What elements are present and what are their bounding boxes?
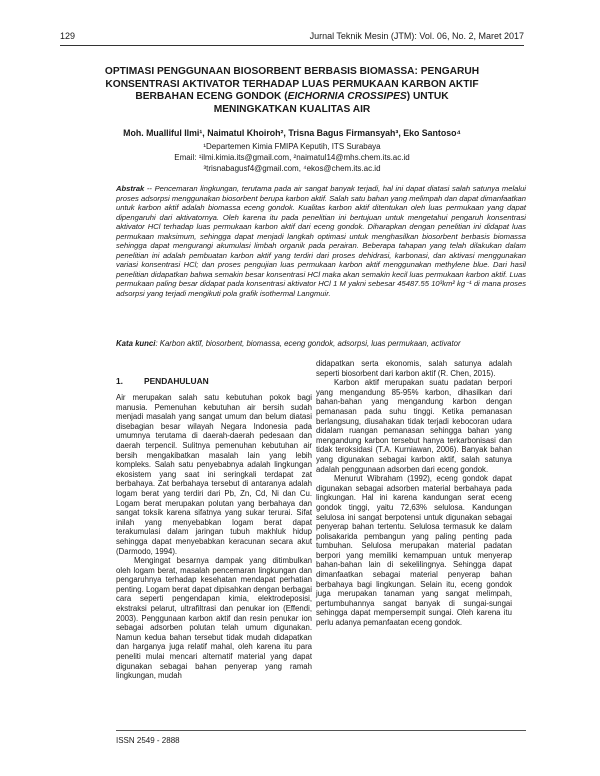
body-column-right xyxy=(316,359,512,628)
title-line: OPTIMASI PENGGUNAAN BIOSORBENT BERBASIS BIOMASSA: PENGARUH xyxy=(104,66,480,77)
header-divider xyxy=(60,45,524,46)
body-paragraph: Menurut Wibraham (1992), eceng gondok dapat digunakan sebagai adsorben material berbahaya pada lingkungan. Hal ini karena kandungan serat eceng gondok tinggi, yaitu 72,63% selulosa. Kandungan selulosa ini sangat berpotensi untuk digunakan sebagai penyerap bahan tertentu. Selulosa termasuk ke dalam polisakarida pembangun yang paling penting pada tumbuhan. Selulosa merupakan material padatan berpori yang memiliki kemampuan untuk menyerap bahan-bahan lain di sekelilingnya. Sehingga dapat dimanfaatkan sebagai material penyerap bahan berbahaya bagi lingkungan. Selain itu, eceng gondok juga merupakan tanaman yang sangat melimpah, pertumbuhannya sangat banyak di sungai-sungai sehingga dapat mempersempit sungai. Oleh karena itu perlu adanya pemanfaatan eceng gondok. xyxy=(316,474,512,628)
title-text: BERBAHAN ECENG GONDOK ( xyxy=(135,91,288,103)
species-name: EICHORNIA CROSSIPES xyxy=(287,91,407,103)
abstract-text: -- Pencemaran lingkungan, terutama pada air sangat banyak terjadi, hal ini dapat diatasi salah satunya melalui proses adsorpsi menggunakan biosorbent berupa karbon aktif. Salah satu bahan yang melimpah dan dapat dimanfaatkan untuk karbon aktif adalah biomassa eceng gondok. Kualitas karbon aktif ditentukan oleh luas permukaan yang dapat dipengaruhi dari aktivatornya. Oleh karena itu pada penelitian ini bertujuan untuk mengetahui pengaruh konsentrasi aktivator HCl terhadap luas permukaan karbon aktif dari eceng gondok. Diharapkan dengan penelitian ini didapat luas permukaan maksimum, sehingga dapat menjadi langkah optimasi untuk menghasilkan biosorbent berbasis biomassa sehingga dapat mengurangi akumulasi limbah organik pada perairan. Beberapa tahapan yang telah dilakukan dalam penelitian ini adalah pembuatan karbon aktif yang terdiri dari proses dehidrasi, karbonasi, dan aktivasi menggunakan variasi konsentrasi HCl; dan proses pengujian luas permukaan karbon aktif menggunakan methylene blue. Dari hasil penelitian didapatkan bahwa semakin besar konsentrasi HCl maka akan semakin kecil luas permukaan karbon aktif. Luas permukaan paling besar didapat pada konsentrasi aktivator HCl 1 M yakni sebesar 45487.55 10³km² kg⁻¹ di mana proses adsorpsi yang terjadi mengikuti pola grafik isothermal Langmuir. xyxy=(116,184,526,299)
abstract-label: Abstrak xyxy=(116,184,145,193)
page-number: 129 xyxy=(60,31,76,41)
title-line xyxy=(60,91,524,104)
footer-divider xyxy=(116,730,526,731)
issn: ISSN 2549 - 2888 xyxy=(116,736,180,745)
affiliation-department: ¹Departemen Kimia FMIPA Keputih, ITS Surabaya xyxy=(203,142,381,151)
body-paragraph: Air merupakan salah satu kebutuhan pokok bagi manusia. Pemenuhan kebutuhan air bersih sudah menjadi masalah yang sangat umum dan belum diatasi disebagian besar wilayah Negara Indonesia pada umumnya terutama di daerah-daerah pedesaan dan daerah terpencil. Sulitnya pemenuhan kebutuhan air bersih mengakibatkan masalah lain yang lebih kompleks. Salah satu penyebabnya adalah lingkungan ekosistem yang saat ini seringkali terdapat zat berbahaya. Zat berbahaya tersebut di antaranya adalah logam berat yang terdiri dari Pb, Zn, Cd, Ni dan Cu. Logam berat merupakan polutan yang berbahaya dan sangat toksik karena sifatnya yang sukar terurai. Sifat inilah yang menyebabkan logam berat dapat terakumulasi dalam jaringan tubuh makhluk hidup sehingga dapat menyebabkan keracunan secara akut (Darmodo, 1994). xyxy=(116,393,312,556)
section-heading xyxy=(116,376,209,386)
journal-citation: Jurnal Teknik Mesin (JTM): Vol. 06, No. 2, Maret 2017 xyxy=(309,31,524,41)
keywords xyxy=(116,339,526,348)
body-paragraph: Mengingat besarnya dampak yang ditimbulkan oleh logam berat, masalah pencemaran lingkungan dan pengaruhnya terhadap kesehatan mendapat perhatian penting. Logam berat dapat dipisahkan dengan berbagai cara seperti pengendapan kimia, elektrodeposisi, ekstraksi pelarut, ultrafiltrasi dan penukar ion (Effendi, 2003). Penggunaan karbon aktif dan resin penukar ion sebagai adsorben polutan telah umum digunakan. Namun kedua bahan tersebut tidak mudah didapatkan dan harganya juga relatif mahal, oleh karena itu para peneliti mulai mencari alternatif material yang dapat digunakan sebagai bahan penyerap yang ramah lingkungan, mudah xyxy=(116,556,312,681)
section-title: PENDAHULUAN xyxy=(144,376,209,386)
affiliation-email: Email: ¹ilmi.kimia.its@gmail.com, ²naimatul14@mhs.chem.its.ac.id xyxy=(174,153,410,162)
body-column-left xyxy=(116,393,312,681)
affiliation-email-2: ³trisnabagusf4@gmail.com, ⁴ekos@chem.its.ac.id xyxy=(203,164,381,173)
keywords-label: Kata kunci xyxy=(116,339,156,348)
body-paragraph: Karbon aktif merupakan suatu padatan berpori yang mengandung 85-95% karbon, dihasilkan dari bahan-bahan yang mengandung karbon dengan pemanasan pada suhu tinggi. Ketika pemanasan berlangsung, diusahakan tidak terjadi kebocoran udara didalam ruangan pemanasan sehingga bahan yang mengandung karbon tersebut hanya terkarbonisasi dan tidak teroksidasi (T.A. Kurniawan, 2006). Banyak bahan yang digunakan sebagai karbon aktif, salah satunya adalah penggunaan adsorben dari eceng gondok. xyxy=(316,378,512,474)
title-line: MENINGKATKAN KUALITAS AIR xyxy=(213,103,371,115)
author-list: Moh. Mualliful Ilmi¹, Naimatul Khoiroh², Trisna Bagus Firmansyah³, Eko Santoso⁴ xyxy=(123,128,461,138)
paper-title xyxy=(60,66,524,116)
section-number: 1. xyxy=(116,376,123,386)
abstract xyxy=(116,184,526,299)
title-line: KONSENTRASI AKTIVATOR TERHADAP LUAS PERMUKAAN KARBON AKTIF xyxy=(105,78,479,90)
body-paragraph: didapatkan serta ekonomis, salah satunya adalah seperti biosorbent dari karbon aktif (R. Chen, 2015). xyxy=(316,359,512,378)
title-text: ) UNTUK xyxy=(406,91,449,103)
keywords-text: : Karbon aktif, biosorbent, biomassa, eceng gondok, adsorpsi, luas permukaan, activator xyxy=(155,339,461,348)
